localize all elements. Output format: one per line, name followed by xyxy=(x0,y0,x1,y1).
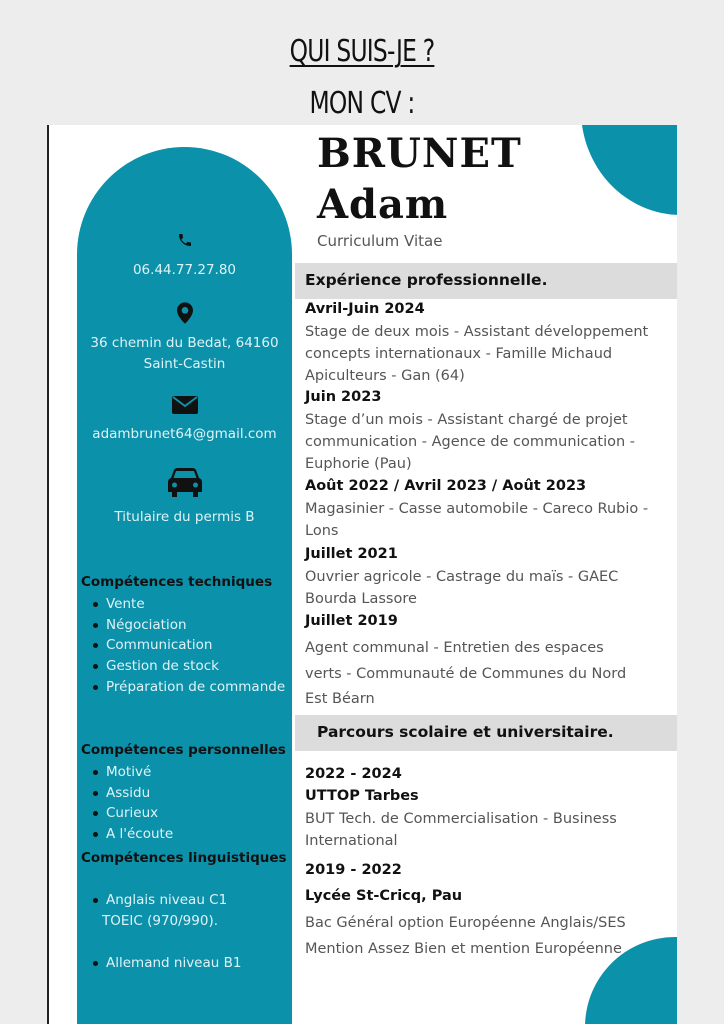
phone-number: 06.44.77.27.80 xyxy=(132,262,237,278)
text-line: concepts internationaux - Famille Michaud xyxy=(305,346,613,362)
education-date: 2022 - 2024 xyxy=(305,766,402,782)
experience-description xyxy=(305,636,655,713)
text-line: Magasinier - Casse automobile - Careco Rubio - xyxy=(305,501,649,517)
decorative-circle-top xyxy=(581,125,677,215)
text-line: Mention Assez Bien et mention Européenne xyxy=(305,941,622,957)
address-line-2: Saint-Castin xyxy=(143,356,226,372)
language-skills-title: Compétences linguistiques xyxy=(81,850,287,866)
text-line: Agent communal - Entretien des espaces xyxy=(305,640,604,656)
cv-document xyxy=(47,125,677,1024)
text-line: International xyxy=(305,833,398,849)
email-icon xyxy=(77,396,292,414)
experience-title: Expérience professionnelle. xyxy=(305,271,548,289)
text-line: Ouvrier agricole - Castrage du maïs - GAEC xyxy=(305,569,619,585)
address-line-1: 36 chemin du Bedat, 64160 xyxy=(90,335,279,351)
experience-date: Avril-Juin 2024 xyxy=(305,301,425,317)
text-line: verts - Communauté de Communes du Nord xyxy=(305,665,627,682)
page-subtitle: MON CV : xyxy=(309,86,415,121)
list-item: Assidu xyxy=(89,783,173,804)
technical-skills-list xyxy=(89,594,285,698)
education-school: UTTOP Tarbes xyxy=(305,788,419,804)
car-icon xyxy=(77,467,292,499)
cv-subtitle: Curriculum Vitae xyxy=(317,232,443,250)
education-description xyxy=(305,910,655,962)
experience-date: Juillet 2019 xyxy=(305,613,398,629)
list-item: Préparation de commande xyxy=(89,677,285,698)
text-line: Apiculteurs - Gan (64) xyxy=(305,368,465,384)
list-item: Motivé xyxy=(89,762,173,783)
list-item: Communication xyxy=(89,635,285,656)
list-item: Allemand niveau B1 xyxy=(89,953,241,974)
text-line: Lons xyxy=(305,523,339,539)
list-item: Gestion de stock xyxy=(89,656,285,677)
phone-icon xyxy=(77,231,292,249)
personal-skills-list xyxy=(89,762,173,845)
text-line: Est Béarn xyxy=(305,691,375,707)
location-pin-icon xyxy=(77,302,292,324)
experience-date: Juillet 2021 xyxy=(305,546,398,562)
education-date: 2019 - 2022 xyxy=(305,862,402,878)
education-school: Lycée St-Cricq, Pau xyxy=(305,888,463,904)
experience-description xyxy=(305,409,655,475)
last-name: BRUNET xyxy=(317,130,522,177)
technical-skills-title: Compétences techniques xyxy=(81,574,273,590)
experience-description xyxy=(305,321,655,387)
list-item xyxy=(89,890,241,931)
list-item: A l'écoute xyxy=(89,824,173,845)
personal-skills-title: Compétences personnelles xyxy=(81,742,286,758)
page-title: QUI SUIS-JE ? xyxy=(289,34,435,69)
experience-date: Juin 2023 xyxy=(305,389,382,405)
text-line: Stage d’un mois - Assistant chargé de projet xyxy=(305,412,628,428)
driving-license: Titulaire du permis B xyxy=(114,509,255,525)
list-item: Curieux xyxy=(89,803,173,824)
education-description xyxy=(305,808,655,852)
list-item: Vente xyxy=(89,594,285,615)
education-title: Parcours scolaire et universitaire. xyxy=(317,723,614,741)
text-line: Bac Général option Européenne Anglais/SES xyxy=(305,915,626,931)
list-item: Négociation xyxy=(89,615,285,636)
text-line: BUT Tech. de Commercialisation - Business xyxy=(305,811,617,827)
experience-date: Août 2022 / Avril 2023 / Août 2023 xyxy=(305,478,587,494)
language-line: TOEIC (970/990). xyxy=(102,912,219,929)
language-skills-list xyxy=(89,890,241,974)
text-line: Stage de deux mois - Assistant développement xyxy=(305,324,649,340)
experience-description xyxy=(305,566,655,610)
experience-description xyxy=(305,498,655,542)
text-line: Bourda Lassore xyxy=(305,591,417,607)
text-line: Euphorie (Pau) xyxy=(305,456,412,472)
language-line: Anglais niveau C1 xyxy=(106,892,228,908)
text-line: communication - Agence de communication - xyxy=(305,434,636,450)
email-address: adambrunet64@gmail.com xyxy=(92,426,277,442)
first-name: Adam xyxy=(317,181,449,228)
